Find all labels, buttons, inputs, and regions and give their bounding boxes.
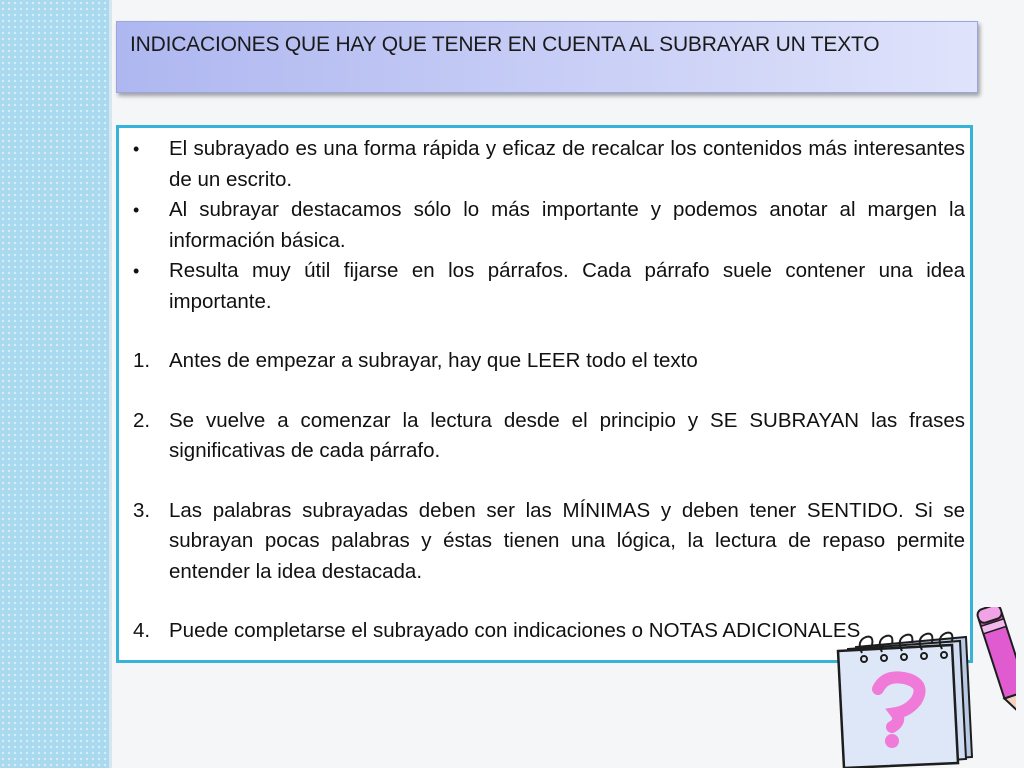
bullet-marker: •	[133, 200, 140, 220]
decorative-side-strip	[0, 0, 112, 768]
step-text: Las palabras subrayadas deben ser las MÍNIMAS y deben tener SENTIDO. Si se subrayan pocas palabras y éstas tienen una lógica, la lectura de repaso permite entender la idea destacada.	[169, 498, 965, 583]
bullet-marker: •	[133, 139, 140, 159]
bullet-marker: •	[133, 261, 140, 281]
step-text: Se vuelve a comenzar la lectura desde el principio y SE SUBRAYAN las frases significativas de cada párrafo.	[169, 408, 965, 462]
bullet-text: Al subrayar destacamos sólo lo más importante y podemos anotar al margen la información básica.	[169, 198, 965, 252]
bullet-item	[129, 134, 965, 195]
bullet-item	[129, 195, 965, 256]
step-number: 4.	[133, 619, 151, 642]
slide-title: INDICACIONES QUE HAY QUE TENER EN CUENTA AL SUBRAYAR UN TEXTO	[130, 33, 880, 56]
question-dot	[885, 734, 899, 748]
title-banner	[116, 21, 978, 93]
notebook-question-icon	[826, 607, 1016, 768]
step-number: 2.	[133, 408, 151, 432]
content-text	[129, 134, 965, 647]
step-number: 1.	[133, 349, 151, 372]
numbered-step	[129, 496, 965, 588]
step-text: Puede completarse el subrayado con indicaciones o NOTAS ADICIONALES	[169, 619, 861, 642]
pencil-icon	[976, 607, 1016, 719]
bullet-text: Resulta muy útil fijarse en los párrafos. Cada párrafo suele contener una idea importante.	[169, 259, 965, 313]
numbered-step	[129, 406, 965, 467]
step-number: 3.	[133, 498, 151, 522]
step-text: Antes de empezar a subrayar, hay que LEER todo el texto	[169, 349, 698, 372]
numbered-step	[129, 346, 965, 377]
bullet-item	[129, 256, 965, 317]
content-box	[116, 125, 973, 663]
bullet-text: El subrayado es una forma rápida y eficaz de recalcar los contenidos más interesantes de un escrito.	[169, 137, 965, 191]
